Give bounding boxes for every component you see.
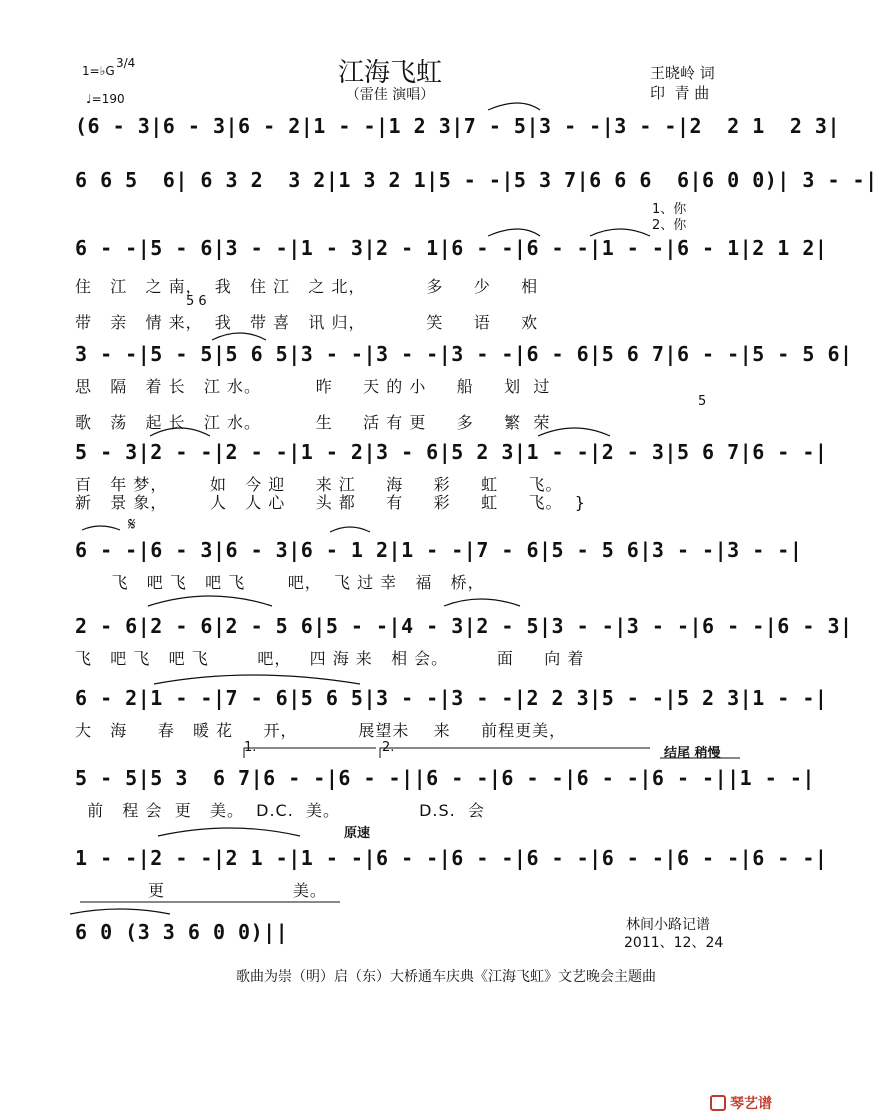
performer-subtitle: （雷佳 演唱） — [345, 87, 435, 103]
lyrics-row-5-verse-1: 百 年 梦， 如 今 迎 来 江 海 彩 虹 飞。 — [75, 475, 563, 494]
score-row-9: 5 - 5|5 3 6 7|6 - -|6 - -||6 - -|6 - -|6 - -|6 - -||1 - -| — [75, 766, 815, 790]
transcriber-credit: 林间小路记谱 — [626, 917, 710, 933]
lyrics-row-4-verse-1: 思 隔 着 长 江 水。 昨 天 的 小 船 划 过 — [75, 377, 551, 396]
score-row-4: 3 - -|5 - 5|5 6 5|3 - -|3 - -|3 - -|6 - 6|5 6 7|6 - -|5 - 5 6| — [75, 342, 853, 366]
lyrics-row-6: 飞 吧 飞 吧 飞 吧， 飞 过 幸 福 桥， — [75, 573, 485, 592]
site-logo — [710, 1093, 772, 1113]
slur — [70, 909, 170, 914]
grace-note-5: 5 — [698, 394, 707, 409]
grace-notes-56: 5 6 — [186, 294, 207, 309]
slur — [444, 599, 520, 606]
logo-icon — [710, 1095, 726, 1111]
composer-credit: 印 青 曲 — [650, 84, 710, 102]
slur — [488, 229, 540, 236]
logo-text: 琴艺谱 — [730, 1096, 772, 1112]
score-row-7: 2 - 6|2 - 6|2 - 5 6|5 - -|4 - 3|2 - 5|3 - -|3 - -|6 - -|6 - 3| — [75, 614, 853, 638]
lyrics-row-7: 飞 吧 飞 吧 飞 吧， 四 海 来 相 会。 面 向 着 — [75, 649, 585, 668]
song-note: 歌曲为崇（明）启（东）大桥通车庆典《江海飞虹》文艺晚会主题曲 — [236, 969, 656, 985]
original-tempo-label: 原速 — [344, 826, 371, 841]
score-row-2: 6 6 5 6| 6 3 2 3 2|1 3 2 1|5 - -|5 3 7|6 6 6 6|6 0 0)| 3 - -| — [75, 168, 878, 192]
score-row-1: (6 - 3|6 - 3|6 - 2|1 - -|1 2 3|7 - 5|3 - -|3 - -|2 2 1 2 3| — [75, 114, 841, 138]
volta-2: 2. — [382, 740, 395, 755]
slur — [590, 229, 650, 236]
tempo-marking: ♩=190 — [86, 92, 125, 106]
lyrics-row-3-verse-1: 住 江 之 南， 我 住 江 之 北， 多 少 相 — [75, 277, 539, 296]
time-signature: 3/4 — [116, 56, 136, 70]
score-row-6: 6 - -|6 - 3|6 - 3|6 - 1 2|1 - -|7 - 6|5 - 5 6|3 - -|3 - -| — [75, 538, 803, 562]
slur — [488, 103, 540, 110]
slur — [148, 596, 272, 606]
volta-bracket-1 — [244, 748, 376, 758]
lyrics-row-4-verse-2: 歌 荡 起 长 江 水。 生 活 有 更 多 繁 荣 — [75, 413, 551, 432]
lyrics-row-8: 大 海 春 暖 花 开， 展望未 来 前程更美， — [75, 721, 567, 740]
lyrics-row-3-verse-2: 带 亲 情 来， 我 带 喜 讯 归， 笑 语 欢 — [75, 313, 539, 332]
score-row-8: 6 - 2|1 - -|7 - 6|5 6 5|3 - -|3 - -|2 2 3|5 - -|5 2 3|1 - -| — [75, 686, 828, 710]
lyricist-credit: 王晓岭 词 — [650, 64, 715, 82]
lyrics-row-5-verse-2: 新 景 象， 人 人 心 头 都 有 彩 虹 飞。 } — [75, 493, 586, 512]
page-title: 江海飞虹 — [337, 58, 442, 88]
score-row-10: 1 - -|2 - -|2 1 -|1 - -|6 - -|6 - -|6 - -|6 - -|6 - -|6 - -| — [75, 846, 828, 870]
segno-sign: 𝄋 — [128, 514, 136, 535]
key-signature: 1=♭G — [82, 64, 115, 78]
score-row-5: 5 - 3|2 - -|2 - -|1 - 2|3 - 6|5 2 3|1 - -|2 - 3|5 6 7|6 - -| — [75, 440, 828, 464]
lyrics-row-9: 前 程 会 更 美。 D.C. 美。 D.S. 会 — [75, 801, 485, 820]
ending-tempo-label: 结尾 稍慢 — [664, 746, 721, 761]
transcription-date: 2011、12、24 — [624, 935, 724, 951]
verse-number-2: 2、你 — [652, 218, 687, 233]
verse-number-1: 1、你 — [652, 202, 687, 217]
slur — [158, 828, 300, 836]
volta-bracket-2 — [380, 748, 650, 758]
slur — [212, 333, 266, 340]
score-row-11: 6 0 (3 3 6 0 0)|| — [75, 920, 289, 944]
slur — [154, 675, 360, 684]
volta-1: 1. — [244, 740, 257, 755]
slur — [82, 526, 120, 530]
score-row-3: 6 - -|5 - 6|3 - -|1 - 3|2 - 1|6 - -|6 - -|1 - -|6 - 1|2 1 2| — [75, 236, 828, 260]
lyrics-row-10: 更 美。 — [75, 881, 327, 900]
slur — [330, 527, 370, 532]
